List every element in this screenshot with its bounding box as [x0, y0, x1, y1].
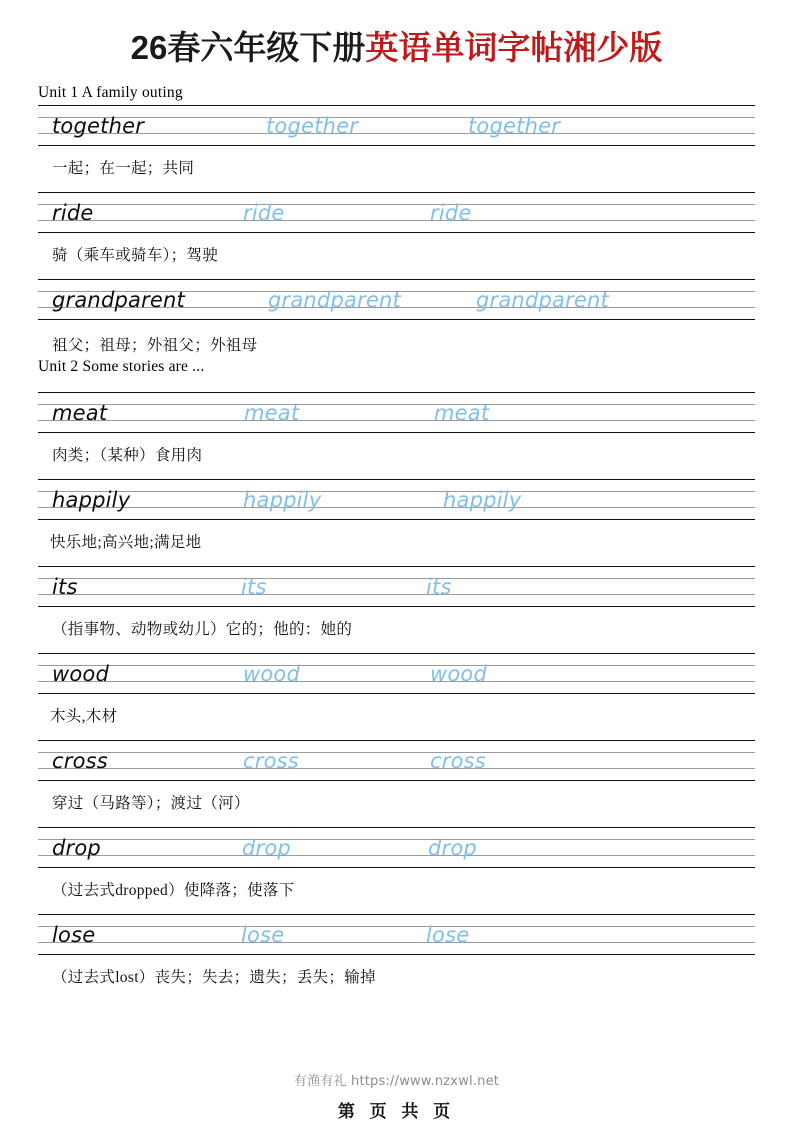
- word-layer: [38, 653, 755, 694]
- copybook-row-ride: [38, 192, 755, 233]
- word-model: ride: [52, 200, 94, 225]
- footer-watermark: 有渔有礼 https://www.nzxwl.net: [293, 1074, 500, 1089]
- word-meaning: （过去式lost）丧失；失去；遗失；丢失；输掉: [52, 968, 376, 986]
- word-meaning: 穿过（马路等）；渡过（河）: [52, 794, 250, 812]
- word-trace-2: wood: [430, 661, 488, 686]
- word-meaning: （指事物、动物或幼儿）它的；他的：她的: [52, 620, 353, 638]
- word-model: wood: [52, 661, 110, 686]
- word-trace-2: drop: [428, 835, 477, 860]
- copybook-row-happily: [38, 479, 755, 520]
- word-model: its: [52, 574, 78, 599]
- page-title-black: 26春六年级下册: [130, 29, 366, 66]
- word-meaning: 祖父；祖母；外祖父；外祖母: [52, 337, 258, 355]
- word-layer: [38, 479, 755, 520]
- word-trace-2: grandparent: [476, 287, 609, 312]
- word-trace-2: cross: [430, 748, 486, 773]
- word-trace-1: its: [241, 574, 267, 599]
- copybook-row-its: [38, 566, 755, 607]
- word-trace-1: wood: [243, 661, 301, 686]
- word-meaning: 肉类；（某种）食用肉: [52, 446, 203, 464]
- word-layer: [38, 279, 755, 320]
- word-layer: [38, 827, 755, 868]
- word-model: meat: [52, 400, 108, 425]
- word-trace-2: meat: [434, 400, 490, 425]
- word-trace-1: grandparent: [268, 287, 401, 312]
- word-trace-1: lose: [241, 922, 285, 947]
- word-trace-2: lose: [426, 922, 470, 947]
- word-trace-1: cross: [243, 748, 299, 773]
- copybook-row-meat: [38, 392, 755, 433]
- copybook-row-wood: [38, 653, 755, 694]
- word-model: together: [52, 113, 145, 138]
- word-trace-1: meat: [244, 400, 300, 425]
- word-meaning: 骑（乘车或骑车）；驾驶: [52, 246, 219, 264]
- unit-heading-1: Unit 1 A family outing: [38, 83, 183, 101]
- word-trace-2: ride: [430, 200, 472, 225]
- word-meaning: （过去式dropped）使降落；使落下: [52, 881, 295, 899]
- word-trace-1: together: [266, 113, 359, 138]
- page-title-red: 英语单词字帖湘少版: [365, 29, 663, 66]
- word-meaning: 一起；在一起；共同: [52, 159, 195, 177]
- word-layer: [38, 914, 755, 955]
- word-layer: [38, 192, 755, 233]
- copybook-row-together: [38, 105, 755, 146]
- word-model: lose: [52, 922, 96, 947]
- word-model: happily: [52, 487, 131, 512]
- word-trace-2: its: [426, 574, 452, 599]
- word-model: grandparent: [52, 287, 185, 312]
- word-meaning: 快乐地;高兴地;满足地: [50, 533, 202, 551]
- copybook-row-lose: [38, 914, 755, 955]
- word-trace-2: happily: [443, 487, 522, 512]
- word-trace-1: drop: [242, 835, 291, 860]
- word-model: drop: [52, 835, 101, 860]
- footer-page-number: 第 页 共 页: [337, 1102, 456, 1121]
- word-meaning: 木头,木材: [50, 707, 118, 725]
- word-trace-1: happily: [243, 487, 322, 512]
- word-model: cross: [52, 748, 108, 773]
- word-layer: [38, 740, 755, 781]
- page-title: [0, 0, 793, 68]
- copybook-row-drop: [38, 827, 755, 868]
- copybook-row-grandparent: [38, 279, 755, 320]
- copybook-row-cross: [38, 740, 755, 781]
- unit-heading-2: Unit 2 Some stories are ...: [38, 357, 205, 375]
- word-trace-2: together: [468, 113, 561, 138]
- word-trace-1: ride: [243, 200, 285, 225]
- word-layer: [38, 105, 755, 146]
- word-layer: [38, 392, 755, 433]
- word-layer: [38, 566, 755, 607]
